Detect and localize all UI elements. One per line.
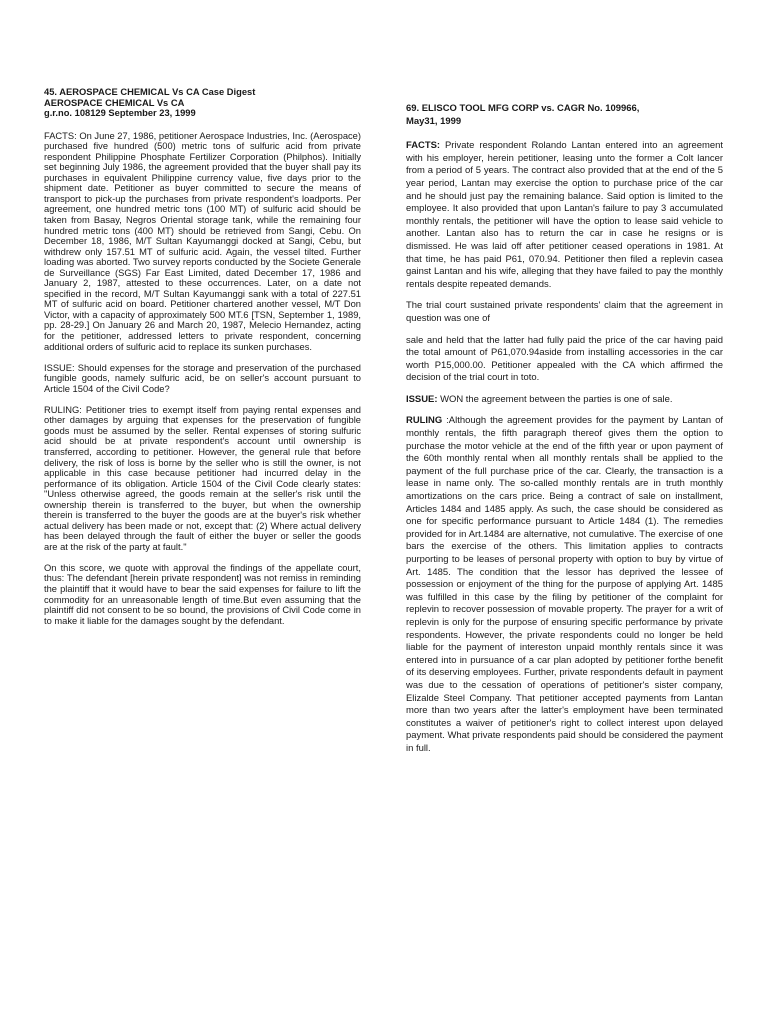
right-trial-court-paragraph: The trial court sustained private respondents' claim that the agreement in question was one of [406, 300, 723, 324]
right-ruling-paragraph [406, 415, 723, 755]
right-sale-paragraph: sale and held that the latter had fully paid the price of the car having paid the total amount of P61,070.94aside from installing accessories in the car worth P15,000.00. Petitioner appealed with the CA which affirmed the decision of the trial court in toto. [406, 334, 723, 384]
ruling-label: RULING [406, 415, 443, 427]
right-facts-paragraph [406, 140, 723, 291]
left-ruling-paragraph: RULING: Petitioner tries to exempt itself from paying rental expenses and other damages by arguing that expenses for the preservation of fungible goods must be assumed by the seller. Rental expenses of storing sulfuric acid should be at private respondent's account until ownership is transferred, according to petitioner. However, the general rule that before delivery, the risk of loss is borne by the seller who is still the owner, is not applicable in this case because petitioner had incurred delay in the performance of its obligation. Article 1504 of the Civil Code clearly states: "Unless otherwise agreed, the goods remain at the seller's risk until the ownership therein is transferred to the buyer, but when the ownership therein is transferred to the buyer the goods are at the buyer's risk whether actual delivery has been made or not, except that: (2) Where actual delivery has been delayed through the fault of either the buyer or seller the goods are at the risk of the party at fault." [44, 404, 361, 552]
facts-label: FACTS: [406, 140, 441, 152]
left-case-heading [44, 87, 361, 119]
right-ruling-text: :Although the agreement provides for the payment by Lantan of monthly rentals, the fifth paragraph thereof gives them the option to purchase the motor vehicle at the end of the fifth year or upon payment of the 60th monthly rental when all monthly rentals shall be applied to the payment of the full purchase price of the car. Clearly, the transaction is a lease in name only. The so-called monthly rentals are in truth monthly amortizations on the cars price. Being a contract of sale on installment, Articles 1484 and 1485 apply. As such, the case should be considered as one for specific performance pursuant to Article 1484 (1). The remedies provided for in Art.1484 are alternative, not cumulative. The exercise of one bars the exercise of the others. This limitation applies to contracts purporting to be leases of personal property with option to buy by virtue of Art. 1485. The condition that the lessor has deprived the lessee of possession or enjoyment of the thing for the purpose of applying Art. 1485 was fulfilled in this case by the filing by petitioner of the complaint for replevin to recover possession of movable property. The prayer for a writ of replevin is only for the purpose of ensuring specific performance by private respondents. However, the private respondents could no longer be held liable for the payment of intereston unpaid monthly rentals since it was entered into in pursuance of a car plan adopted by petitioner forthe benefit of its deserving employees. Further, private respondents default in payment was due to the cessation of operations of petitioner's sister company, Elizalde Steel Company. That petitioner accepted payments from Lantan more than two years after the latter's employment have been terminated constitutes a waiver of petitioner's right to collect interest upon delayed payment. What private respondents paid should be considered the payment in full. [406, 415, 723, 754]
left-issue-paragraph: ISSUE: Should expenses for the storage and preservation of the purchased fungible goods, namely sulfuric acid, be on seller's account pursuant to Article 1504 of the Civil Code? [44, 362, 361, 394]
issue-label: ISSUE: [406, 393, 438, 405]
right-facts-text: Private respondent Rolando Lantan entered into an agreement with his employer, herein petitioner, leasing unto the former a Colt lancer from a period of 5 years. The contract also provided that at the end of the 5 year period, Lantan may exercise the option to purchase price of the car and he should just pay the remaining balance. Said option is limited to the employee. It also provided that upon Lantan's failure to pay 3 accumulated monthly rentals, the petitioner will have the option to lease said vehicle to another. Lantan also has to return the car in case he resigns or is dismissed. He was laid off after petitioner ceased operations in 1981. At that time, he has paid P61, 070.94. Petitioner then filed a replevin casea gainst Lantan and his wife, alleging that they have failed to pay the monthly rentals despite repeated demands. [406, 140, 723, 290]
right-case-heading [406, 103, 723, 128]
right-issue-paragraph [406, 394, 723, 407]
right-issue-text: WON the agreement between the parties is one of sale. [437, 393, 673, 405]
left-facts-paragraph: FACTS: On June 27, 1986, petitioner Aerospace Industries, Inc. (Aerospace) purchased five hundred (500) metric tons of sulfuric acid from private respondent Philippine Phosphate Fertilizer Corporation (Philphos). Initially set beginning July 1986, the agreement provided that the buyer shall pay its purchases in equivalent Philippine currency value, five days prior to the shipment date. Petitioner as buyer committed to secure the means of transport to pick-up the purchases from private respondent's loadports. Per agreement, one hundred metric tons (100 MT) of sulfuric acid should be taken from Basay, Negros Oriental storage tank, while the remaining four hundred metric tons (400 MT) should be retrieved from Sangi, Cebu. On December 18, 1986, M/T Sultan Kayumanggi docked at Sangi, Cebu, but withdrew only 157.51 MT of sulfuric acid. Again, the vessel tilted. Further loading was aborted. Two survey reports conducted by the Societe Generale de Surveillance (SGS) Far East Limited, dated December 17, 1986 and January 2, 1987, attested to these occurrences. Later, on a date not specified in the record, M/T Sultan Kayumanggi sank with a total of 227.51 MT of sulfuric acid on board. Petitioner chartered another vessel, M/T Don Victor, with a capacity of approximately 500 MT.6 [TSN, September 1, 1989, pp. 28-29.] On January 26 and March 20, 1987, Melecio Hernandez, acting for the petitioner, addressed letters to private respondent, concerning additional orders of sulfuric acid to replace its sunken purchases. [44, 130, 361, 352]
left-heading-line-3: g.r.no. 108129 September 23, 1999 [44, 108, 196, 119]
right-heading-line-2: May31, 1999 [406, 115, 462, 127]
right-heading-line-1: 69. ELISCO TOOL MFG CORP vs. CAGR No. 109966, [406, 103, 640, 114]
left-column-aerospace-digest [44, 87, 361, 637]
left-conclusion-paragraph: On this score, we quote with approval the findings of the appellate court, thus: The defendant [herein private respondent] was not remiss in reminding the plaintiff that it would have to bear the said expenses for failure to lift the commodity for an unreasonable length of time.But even assuming that the plaintiff did not consent to be so bound, the provisions of Civil Code come in to make it liable for the damages sought by the defendant. [44, 562, 361, 626]
left-heading-line-1: 45. AEROSPACE CHEMICAL Vs CA Case Digest [44, 87, 256, 97]
right-column-elisco-digest [406, 103, 723, 765]
left-heading-line-2: AEROSPACE CHEMICAL Vs CA [44, 97, 185, 108]
